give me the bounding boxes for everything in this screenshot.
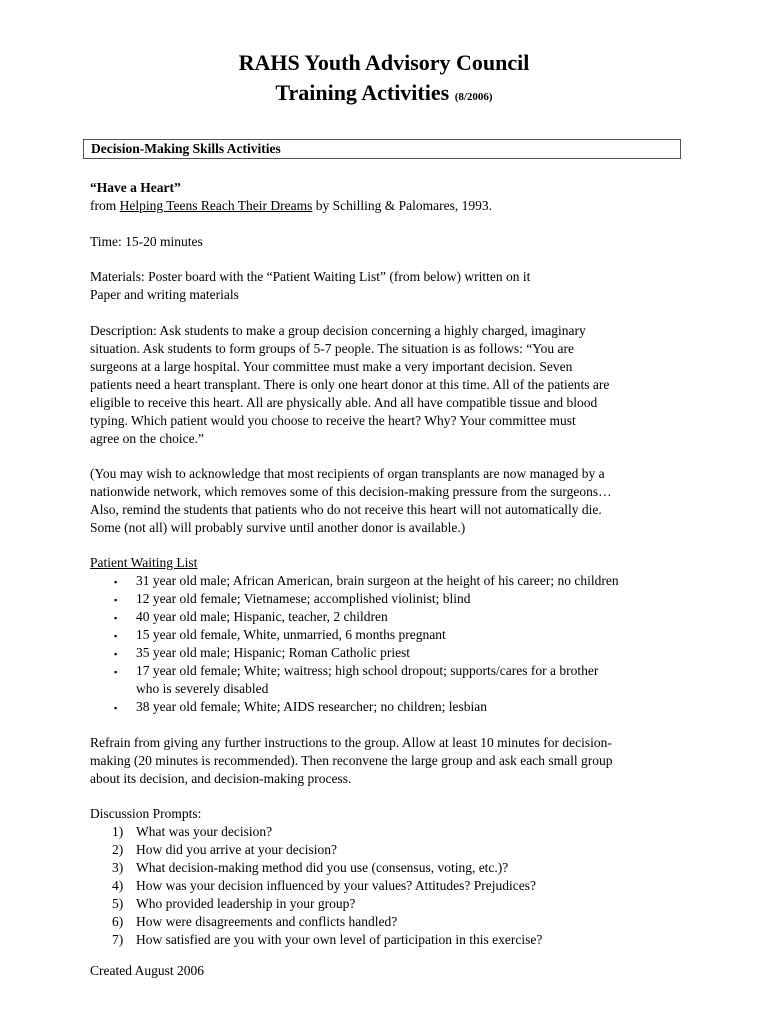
description-line: patients need a heart transplant. There is only one heart donor at this time. All of the patients are — [90, 377, 610, 392]
bullet-icon: ▪ — [114, 613, 118, 623]
document-subtitle — [0, 80, 768, 106]
note-line: (You may wish to acknowledge that most recipients of organ transplants are now managed by a — [90, 466, 605, 481]
materials-line: Paper and writing materials — [90, 287, 239, 302]
prompt-number: 4) — [112, 878, 124, 893]
bullet-icon: ▪ — [114, 649, 118, 659]
created-date: Created August 2006 — [90, 963, 204, 978]
prompt-item: What was your decision? — [136, 824, 273, 839]
prompt-number: 7) — [112, 932, 124, 947]
source-prefix: from — [90, 198, 120, 213]
bullet-icon: ▪ — [114, 703, 118, 713]
prompts-heading: Discussion Prompts: — [90, 806, 202, 821]
patient-item: 31 year old male; African American, brain surgeon at the height of his career; no children — [136, 573, 619, 588]
prompt-number: 2) — [112, 842, 124, 857]
prompt-item: How were disagreements and conflicts handled? — [136, 914, 398, 929]
prompt-number: 1) — [112, 824, 124, 839]
patient-item: 17 year old female; White; waitress; high school dropout; supports/cares for a brother — [136, 663, 599, 678]
prompt-item: How satisfied are you with your own level of participation in this exercise? — [136, 932, 543, 947]
description-line: surgeons at a large hospital. Your committee must make a very important decision. Seven — [90, 359, 573, 374]
bullet-icon: ▪ — [114, 595, 118, 605]
description-line: Description: Ask students to make a group decision concerning a highly charged, imaginary — [90, 323, 586, 338]
document-title: RAHS Youth Advisory Council — [238, 50, 530, 75]
description-line: typing. Which patient would you choose to receive the heart? Why? Your committee must — [90, 413, 576, 428]
prompt-item: Who provided leadership in your group? — [136, 896, 356, 911]
prompt-item: How did you arrive at your decision? — [136, 842, 337, 857]
activity-source — [90, 197, 492, 215]
note-line: Some (not all) will probably survive until another donor is available.) — [90, 520, 466, 535]
waiting-list-heading: Patient Waiting List — [90, 555, 198, 570]
patient-item: 12 year old female; Vietnamese; accomplished violinist; blind — [136, 591, 471, 606]
bullet-icon: ▪ — [114, 667, 118, 677]
prompt-number: 3) — [112, 860, 124, 875]
instructions-line: making (20 minutes is recommended). Then reconvene the large group and ask each small group — [90, 753, 613, 768]
section-heading-box: Decision-Making Skills Activities — [83, 139, 681, 159]
patient-item: 35 year old male; Hispanic; Roman Catholic priest — [136, 645, 411, 660]
source-suffix: by Schilling & Palomares, 1993. — [312, 198, 492, 213]
patient-item: 40 year old male; Hispanic, teacher, 2 children — [136, 609, 388, 624]
prompt-number: 5) — [112, 896, 124, 911]
note-line: nationwide network, which removes some of this decision-making pressure from the surgeons… — [90, 484, 612, 499]
prompt-number: 6) — [112, 914, 124, 929]
subtitle-date: (8/2006) — [454, 91, 493, 103]
instructions-line: about its decision, and decision-making process. — [90, 771, 352, 786]
description-line: eligible to receive this heart. All are physically able. And all have compatible tissue and blood — [90, 395, 598, 410]
activity-time: Time: 15-20 minutes — [90, 234, 203, 249]
activity-name: “Have a Heart” — [90, 180, 181, 195]
note-line: Also, remind the students that patients who do not receive this heart will not automatically die. — [90, 502, 602, 517]
patient-item: 38 year old female; White; AIDS researcher; no children; lesbian — [136, 699, 487, 714]
materials-line: Materials: Poster board with the “Patient Waiting List” (from below) written on it — [90, 269, 531, 284]
description-line: situation. Ask students to form groups of 5-7 people. The situation is as follows: “You are — [90, 341, 574, 356]
source-book-title: Helping Teens Reach Their Dreams — [119, 198, 313, 213]
bullet-icon: ▪ — [114, 577, 118, 587]
prompt-item: How was your decision influenced by your values? Attitudes? Prejudices? — [136, 878, 537, 893]
subtitle-text: Training Activities — [275, 80, 450, 105]
bullet-icon: ▪ — [114, 631, 118, 641]
patient-item: 15 year old female, White, unmarried, 6 months pregnant — [136, 627, 446, 642]
patient-item-continuation: who is severely disabled — [136, 681, 269, 696]
instructions-line: Refrain from giving any further instructions to the group. Allow at least 10 minutes for decision- — [90, 735, 612, 750]
prompt-item: What decision-making method did you use (consensus, voting, etc.)? — [136, 860, 509, 875]
description-line: agree on the choice.” — [90, 431, 204, 446]
